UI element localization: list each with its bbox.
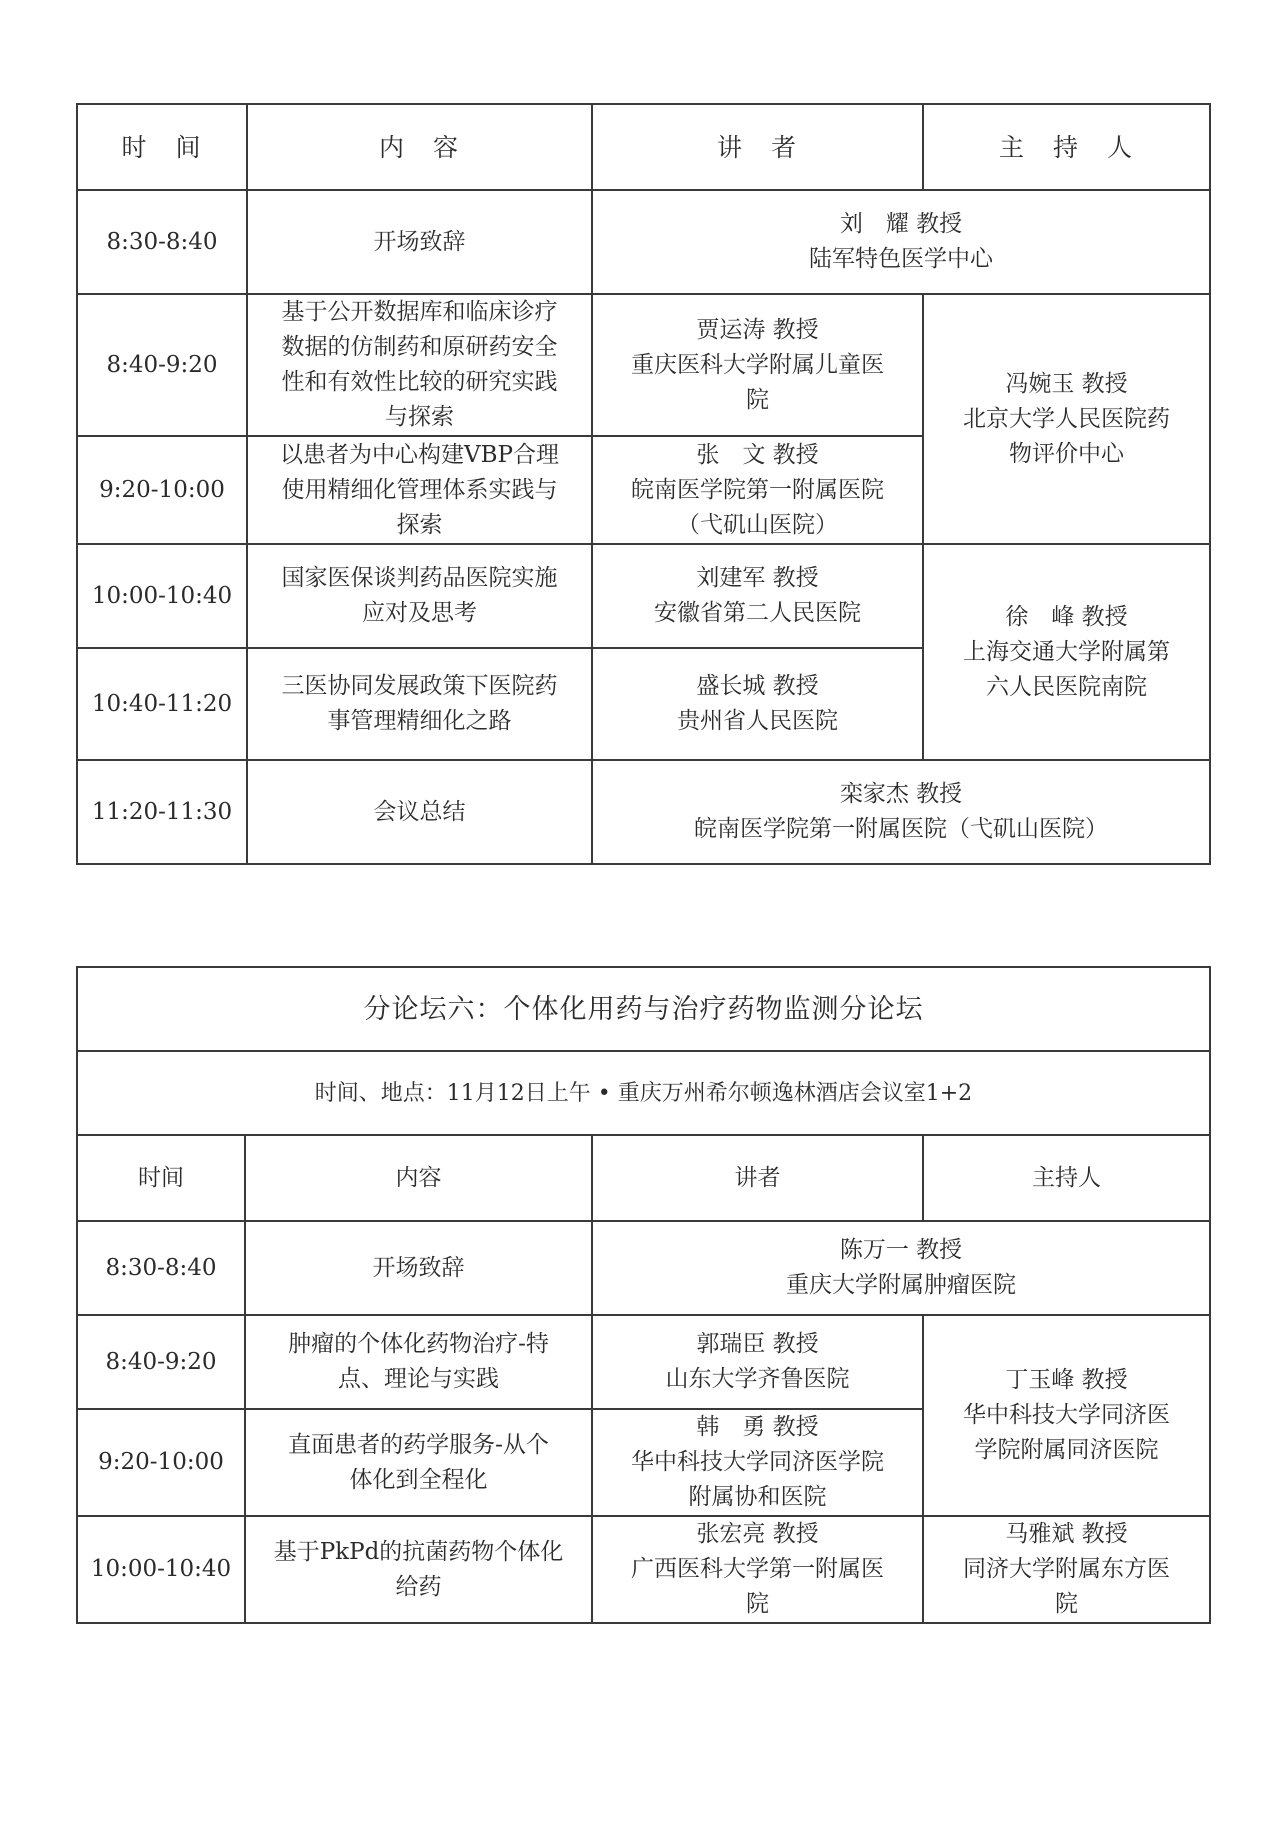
content-cell: 三医协同发展政策下医院药 事管理精细化之路 (247, 648, 592, 760)
speaker-cell: 盛长城 教授 贵州省人民医院 (592, 648, 923, 760)
table-row (77, 294, 1210, 436)
content-cell: 会议总结 (247, 760, 592, 864)
table-row (77, 544, 1210, 648)
time-cell: 10:40-11:20 (77, 648, 247, 760)
time-cell: 9:20-10:00 (77, 1409, 245, 1516)
time-location: 时间、地点：11月12日上午 • 重庆万州希尔顿逸林酒店会议室1+2 (77, 1051, 1210, 1135)
time-cell: 10:00-10:40 (77, 1516, 245, 1623)
table-row (77, 1315, 1210, 1409)
speaker-cell: 张 文 教授 皖南医学院第一附属医院 （弋矶山医院） (592, 436, 923, 544)
table-row (77, 190, 1210, 294)
host-cell: 徐 峰 教授 上海交通大学附属第 六人民医院南院 (923, 544, 1210, 760)
header-content: 内 容 (247, 104, 592, 190)
content-cell: 直面患者的药学服务-从个 体化到全程化 (245, 1409, 592, 1516)
schedule-table-1 (76, 103, 1211, 865)
schedule-table-2 (76, 966, 1211, 1624)
table-row (77, 1221, 1210, 1315)
header-host: 主 持 人 (923, 104, 1210, 190)
header-time: 时 间 (77, 104, 247, 190)
time-cell: 10:00-10:40 (77, 544, 247, 648)
speaker-cell: 栾家杰 教授 皖南医学院第一附属医院（弋矶山医院） (592, 760, 1210, 864)
speaker-cell: 刘 耀 教授 陆军特色医学中心 (592, 190, 1210, 294)
content-cell: 国家医保谈判药品医院实施 应对及思考 (247, 544, 592, 648)
table-row (77, 1516, 1210, 1623)
speaker-cell: 郭瑞臣 教授 山东大学齐鲁医院 (592, 1315, 923, 1409)
content-cell: 肿瘤的个体化药物治疗-特 点、理论与实践 (245, 1315, 592, 1409)
speaker-cell: 贾运涛 教授 重庆医科大学附属儿童医 院 (592, 294, 923, 436)
header-content: 内容 (245, 1135, 592, 1221)
time-cell: 8:40-9:20 (77, 294, 247, 436)
speaker-cell: 刘建军 教授 安徽省第二人民医院 (592, 544, 923, 648)
time-cell: 8:30-8:40 (77, 1221, 245, 1315)
content-cell: 以患者为中心构建VBP合理 使用精细化管理体系实践与 探索 (247, 436, 592, 544)
header-speaker: 讲者 (592, 1135, 923, 1221)
speaker-cell: 张宏亮 教授 广西医科大学第一附属医 院 (592, 1516, 923, 1623)
header-time: 时间 (77, 1135, 245, 1221)
header-host: 主持人 (923, 1135, 1210, 1221)
host-cell: 冯婉玉 教授 北京大学人民医院药 物评价中心 (923, 294, 1210, 544)
table-row (77, 760, 1210, 864)
time-cell: 8:40-9:20 (77, 1315, 245, 1409)
content-cell: 基于PkPd的抗菌药物个体化 给药 (245, 1516, 592, 1623)
content-cell: 基于公开数据库和临床诊疗 数据的仿制药和原研药安全 性和有效性比较的研究实践 与探索 (247, 294, 592, 436)
speaker-cell: 韩 勇 教授 华中科技大学同济医学院 附属协和医院 (592, 1409, 923, 1516)
speaker-cell: 陈万一 教授 重庆大学附属肿瘤医院 (592, 1221, 1210, 1315)
content-cell: 开场致辞 (247, 190, 592, 294)
time-cell: 8:30-8:40 (77, 190, 247, 294)
content-cell: 开场致辞 (245, 1221, 592, 1315)
time-cell: 11:20-11:30 (77, 760, 247, 864)
forum-title: 分论坛六：个体化用药与治疗药物监测分论坛 (77, 967, 1210, 1051)
host-cell: 马雅斌 教授 同济大学附属东方医 院 (923, 1516, 1210, 1623)
header-speaker: 讲 者 (592, 104, 923, 190)
time-cell: 9:20-10:00 (77, 436, 247, 544)
host-cell: 丁玉峰 教授 华中科技大学同济医 学院附属同济医院 (923, 1315, 1210, 1516)
